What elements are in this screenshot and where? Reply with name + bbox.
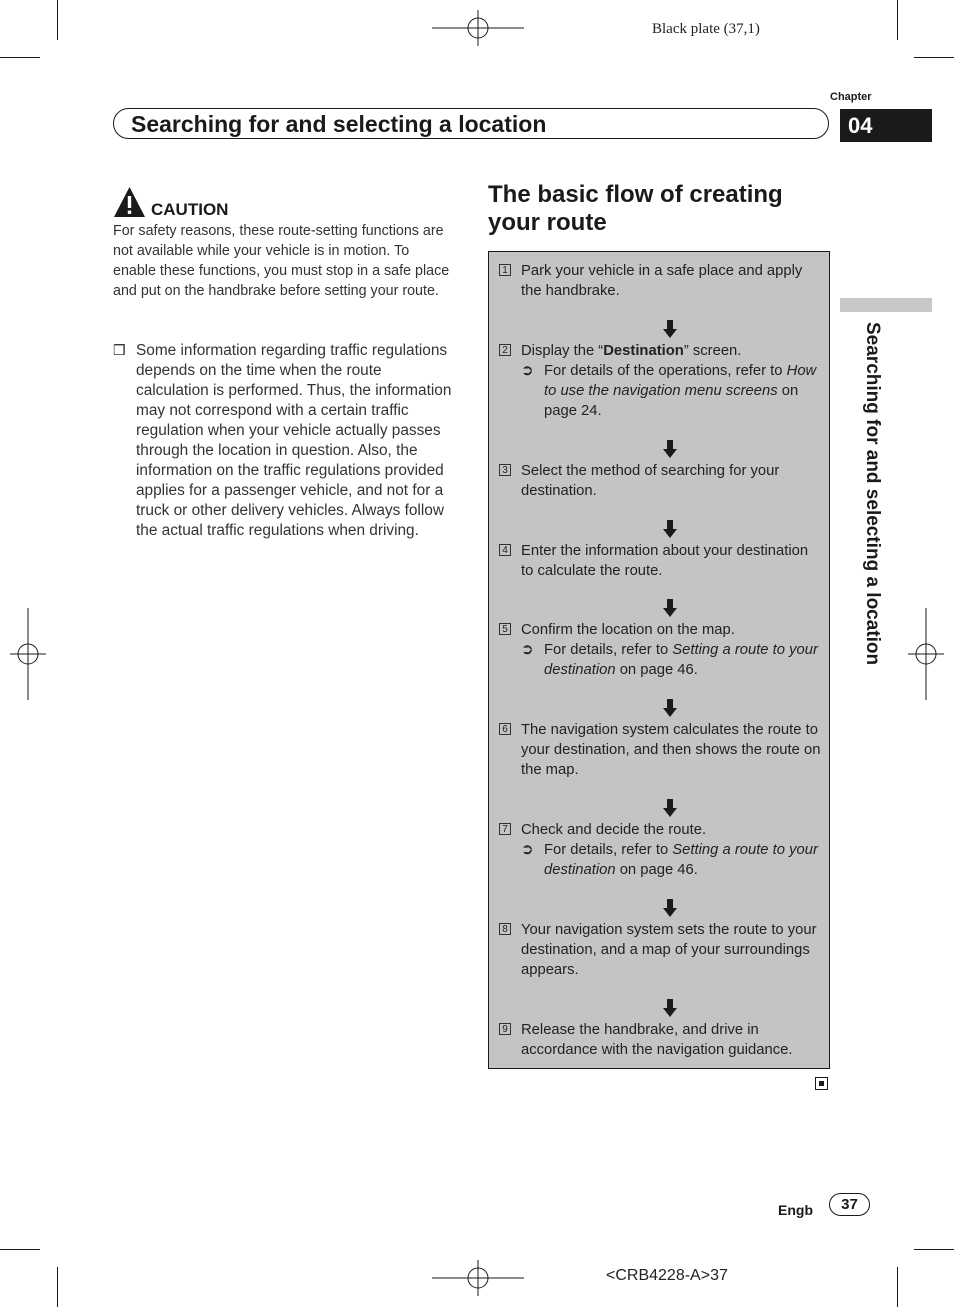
step-text: Enter the information about your destination to calculate the route. (521, 543, 809, 579)
down-arrow-icon (663, 799, 677, 817)
page-number: 37 (829, 1193, 870, 1216)
end-of-section-icon (815, 1077, 828, 1090)
chapter-number: 04 (840, 109, 932, 142)
flow-chart-box (488, 251, 830, 1069)
step-number: 6 (499, 723, 511, 735)
step-number: 8 (499, 923, 511, 935)
flow-step (499, 1020, 824, 1060)
crop-mark (897, 1267, 898, 1307)
down-arrow-icon (663, 599, 677, 617)
crop-mark (914, 57, 954, 58)
flow-step (499, 461, 824, 501)
flow-step (499, 261, 824, 301)
step-text: Display the “Destination” screen. (521, 343, 742, 359)
reference-arrow-icon: ➲ (521, 842, 534, 858)
registration-mark-icon (432, 10, 524, 46)
step-reference: ➲ For details of the operations, refer to How to use the navigation menu screens on page 24. (521, 363, 817, 419)
down-arrow-icon (663, 999, 677, 1017)
step-reference: ➲ For details, refer to Setting a route to your destination on page 46. (521, 842, 818, 878)
chapter-label: Chapter (830, 91, 872, 103)
reference-link: Setting a route to your destination (544, 642, 818, 678)
step-text: Confirm the location on the map. (521, 622, 735, 638)
down-arrow-icon (663, 440, 677, 458)
crop-mark (0, 57, 40, 58)
flow-step (499, 720, 824, 780)
step-text: Check and decide the route. (521, 822, 707, 838)
down-arrow-icon (663, 520, 677, 538)
language-label: Engb (778, 1202, 813, 1218)
step-reference: ➲ For details, refer to Setting a route to your destination on page 46. (521, 642, 818, 678)
step-text: Release the handbrake, and drive in accordance with the navigation guidance. (521, 1022, 793, 1058)
document-code: <CRB4228-A>37 (606, 1267, 728, 1284)
step-number: 9 (499, 1023, 511, 1035)
caution-heading: CAUTION (151, 200, 229, 219)
step-number: 7 (499, 823, 511, 835)
down-arrow-icon (663, 320, 677, 338)
step-number: 3 (499, 464, 511, 476)
flow-step (499, 341, 824, 421)
reference-link: How to use the navigation menu screens (544, 363, 817, 399)
chapter-title: Searching for and selecting a location (131, 111, 547, 137)
plate-label: Black plate (37,1) (652, 21, 760, 37)
step-number: 2 (499, 344, 511, 356)
reference-link: Setting a route to your destination (544, 842, 818, 878)
crop-mark (0, 1249, 40, 1250)
registration-mark-icon (908, 608, 944, 700)
flow-step (499, 541, 824, 581)
section-title: The basic flow of creating your route (488, 181, 783, 236)
down-arrow-icon (663, 699, 677, 717)
crop-mark (57, 0, 58, 40)
reference-arrow-icon: ➲ (521, 642, 534, 658)
step-number: 5 (499, 623, 511, 635)
flow-step (499, 920, 824, 980)
side-tab-label: Searching for and selecting a location (862, 322, 883, 666)
step-number: 1 (499, 264, 511, 276)
step-text: Your navigation system sets the route to your destination, and a map of your surroundings appears. (521, 922, 817, 978)
note-text: Some information regarding traffic regulations depends on the time when the route calculation is performed. Thus, the information may not correspond with a certain traffic regulation when your vehicle actually passes through the location in question. Also, the information on the traffic regulations provided applies for a passenger vehicle, and not for a truck or other delivery vehicles. Always follow the actual traffic regulations when driving. (136, 342, 452, 539)
reference-arrow-icon: ➲ (521, 363, 534, 379)
note-checkbox-icon: ❒ (113, 342, 126, 358)
flow-step (499, 820, 824, 880)
registration-mark-icon (10, 608, 46, 700)
crop-mark (914, 1249, 954, 1250)
side-tab-bar (840, 298, 932, 312)
flow-step (499, 620, 824, 680)
registration-mark-icon (432, 1260, 524, 1296)
caution-text: For safety reasons, these route-setting functions are not available while your vehicle is in motion. To enable these functions, you must stop in a safe place and put on the handbrake before setting your route. (113, 223, 450, 299)
warning-triangle-icon (113, 186, 146, 219)
down-arrow-icon (663, 899, 677, 917)
step-number: 4 (499, 544, 511, 556)
crop-mark (57, 1267, 58, 1307)
step-text: Park your vehicle in a safe place and apply the handbrake. (521, 263, 803, 299)
crop-mark (897, 0, 898, 40)
step-text: The navigation system calculates the route to your destination, and then shows the route on the map. (521, 722, 821, 778)
step-text: Select the method of searching for your destination. (521, 463, 780, 499)
destination-label: Destination (603, 343, 684, 359)
